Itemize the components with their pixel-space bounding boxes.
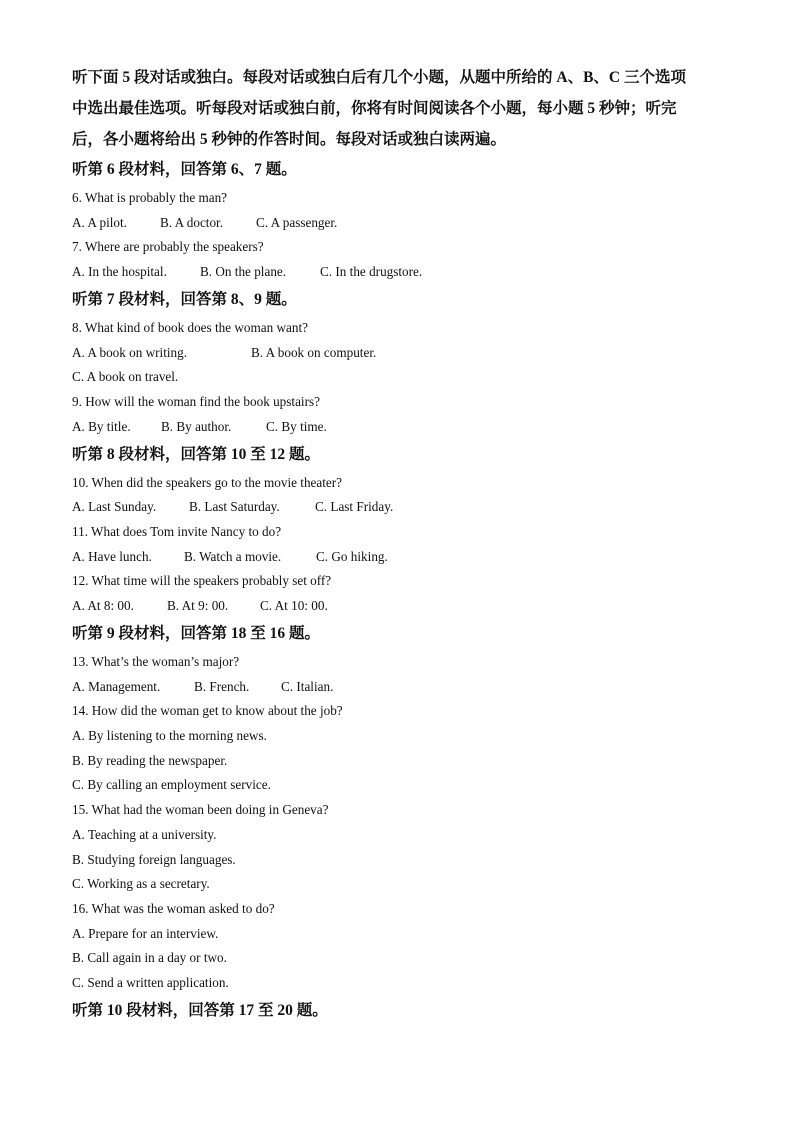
question-15-option-b: B. Studying foreign languages. [72,852,236,867]
question-12-options [72,597,328,615]
option-c: C. Go hiking. [316,549,388,564]
option-a: A. In the hospital. [72,264,167,279]
question-6: 6. What is probably the man? [72,190,228,205]
option-b: B. Watch a movie. [184,549,282,564]
question-16-option-b: B. Call again in a day or two. [72,950,227,965]
question-14: 14. How did the woman get to know about the job? [72,703,343,718]
question-16-option-c: C. Send a written application. [72,975,229,990]
option-a: A. A book on writing. [72,345,188,360]
option-b: B. On the plane. [200,264,287,279]
question-11: 11. What does Tom invite Nancy to do? [72,524,282,539]
option-b: B. At 9: 00. [167,598,229,613]
instructions-line-3: 后，各小题将给出 5 秒钟的作答时间。每段对话或独白读两遍。 [72,131,507,148]
question-9-options [72,418,327,436]
option-c: C. Last Friday. [315,499,394,514]
question-15: 15. What had the woman been doing in Geneva? [72,802,329,817]
question-11-options [72,548,388,566]
passage-heading-8: 听第 8 段材料，回答第 10 至 12 题。 [72,446,321,463]
option-a: A. Have lunch. [72,549,152,564]
question-13: 13. What’s the woman’s major? [72,654,240,669]
question-8-option-c: C. A book on travel. [72,369,179,384]
question-14-option-a: A. By listening to the morning news. [72,728,267,743]
option-b: B. By author. [161,419,232,434]
option-b: B. French. [194,679,250,694]
option-c: C. A passenger. [256,215,338,230]
option-a: A. At 8: 00. [72,598,134,613]
option-c: C. By time. [266,419,327,434]
question-14-option-c: C. By calling an employment service. [72,777,271,792]
question-6-options [72,214,337,232]
question-10-options [72,498,393,516]
question-10: 10. When did the speakers go to the movie theater? [72,475,343,490]
question-16: 16. What was the woman asked to do? [72,901,275,916]
question-9: 9. How will the woman find the book upstairs? [72,394,320,409]
option-b: B. A book on computer. [251,345,377,360]
option-a: A. A pilot. [72,215,127,230]
option-c: C. At 10: 00. [260,598,328,613]
option-b: B. Last Saturday. [189,499,280,514]
question-8-options [72,344,376,362]
option-b: B. A doctor. [160,215,224,230]
instructions-line-1: 听下面 5 段对话或独白。每段对话或独白后有几个小题，从题中所给的 A、B、C 三个选项 [72,69,686,86]
passage-heading-7: 听第 7 段材料，回答第 8、9 题。 [72,291,297,308]
option-a: A. Last Sunday. [72,499,157,514]
question-15-option-a: A. Teaching at a university. [72,827,217,842]
question-14-option-b: B. By reading the newspaper. [72,753,228,768]
question-8: 8. What kind of book does the woman want? [72,320,308,335]
instructions-line-2: 中选出最佳选项。听每段对话或独白前，你将有时间阅读各个小题，每小题 5 秒钟；听完 [72,100,677,117]
passage-heading-9: 听第 9 段材料，回答第 18 至 16 题。 [72,625,321,642]
question-13-options [72,678,333,696]
question-7: 7. Where are probably the speakers? [72,239,264,254]
question-12: 12. What time will the speakers probably set off? [72,573,332,588]
section-instructions [72,62,732,155]
option-a: A. By title. [72,419,131,434]
question-16-option-a: A. Prepare for an interview. [72,926,219,941]
question-7-options [72,263,422,281]
option-a: A. Management. [72,679,161,694]
option-c: C. In the drugstore. [320,264,423,279]
option-c: C. Italian. [281,679,334,694]
passage-heading-6: 听第 6 段材料，回答第 6、7 题。 [72,161,297,178]
question-15-option-c: C. Working as a secretary. [72,876,210,891]
passage-heading-10: 听第 10 段材料，回答第 17 至 20 题。 [72,1002,328,1019]
